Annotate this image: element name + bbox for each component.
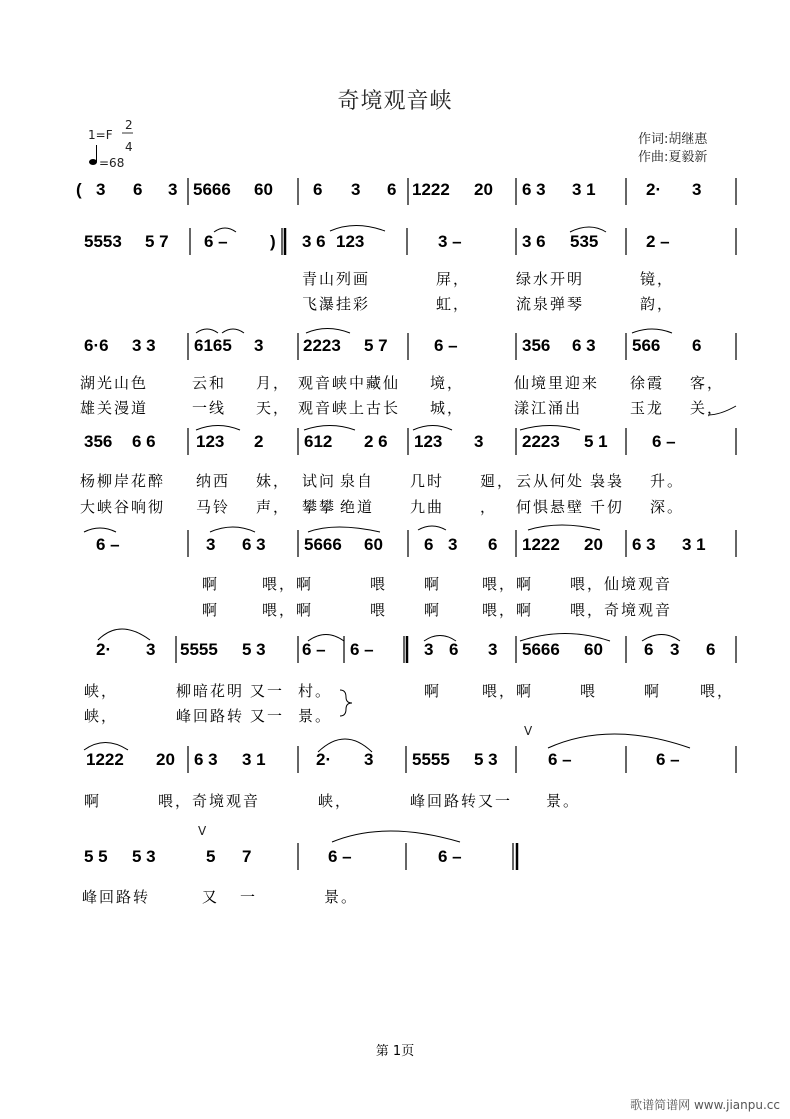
lyric: 玉龙 [630, 399, 665, 417]
note: 6 [706, 640, 716, 659]
lyric: 又一 [478, 792, 513, 810]
lyric: 古长 [366, 399, 401, 417]
note: 6 [133, 180, 143, 199]
note: 356 [84, 432, 113, 451]
lyric: 峰回路转 [82, 888, 151, 906]
note: 5 3 [474, 750, 498, 769]
lyric: 喂，啊 [482, 575, 534, 593]
note: 2 6 [364, 432, 388, 451]
note: 1222 [412, 180, 450, 199]
note: 6 3 [632, 535, 656, 554]
key-signature: 1=F [88, 128, 113, 142]
lyric: 喂， [700, 682, 735, 700]
note: 6 6 [132, 432, 156, 451]
note: 123 [414, 432, 443, 451]
lyricist-credit: 作词:胡继惠 [638, 132, 708, 147]
lyric: 云和 [192, 374, 227, 392]
lyric: 一线 [192, 399, 227, 417]
lyric: 绿水开明 [516, 270, 585, 288]
lyric: 喂 [370, 575, 388, 593]
lyric: 飞瀑挂彩 [302, 295, 371, 313]
lyric: 镜， [640, 270, 675, 288]
note: 60 [364, 535, 383, 554]
note: 60 [254, 180, 273, 199]
note: 3 [206, 535, 216, 554]
note: 3 – [438, 232, 462, 251]
note: 6 – [96, 535, 120, 554]
lyric: 喂，啊 [482, 601, 534, 619]
lyric: 喂，啊 [262, 575, 314, 593]
note: 6 3 [522, 180, 546, 199]
lyric: 韵， [640, 295, 675, 313]
lyric: 纳西 [196, 472, 231, 490]
note: 6 [387, 180, 397, 199]
note: 5 3 [242, 640, 266, 659]
note: 5 3 [132, 847, 156, 866]
lyric: 喂，奇境观音 [158, 792, 261, 810]
note: 123 [196, 432, 225, 451]
breath-mark: V [524, 724, 533, 738]
lyric: 喂，仙境观音 [570, 575, 673, 593]
note: 5 7 [145, 232, 169, 251]
note: 6·6 [84, 336, 109, 355]
lyric: 升。 [650, 472, 685, 490]
time-signature-top: 2 [125, 118, 133, 132]
note: 356 [522, 336, 551, 355]
note: 5 [206, 847, 216, 866]
note: 6 3 [242, 535, 266, 554]
lyric: 杨柳岸花醉 [80, 472, 166, 490]
note: 5666 [304, 535, 342, 554]
note: 6 3 [572, 336, 596, 355]
lyric: 村。 [298, 682, 333, 700]
note: 6 – [328, 847, 352, 866]
lyric: 雄关漫道 [80, 399, 149, 417]
lyric: 深。 [650, 498, 685, 516]
lyric: 境， [430, 374, 465, 392]
lyric: 流泉弹琴 [516, 295, 585, 313]
lyric: 大峡谷响彻 [80, 498, 166, 516]
note: 3 1 [682, 535, 706, 554]
lyric: 一 [240, 888, 258, 906]
lyric: 九曲 [410, 498, 445, 516]
lyric: 峡， [84, 682, 119, 700]
note: 6 – [350, 640, 374, 659]
note: 612 [304, 432, 333, 451]
note: 6165 [194, 336, 232, 355]
lyric: 袅袅 [590, 472, 625, 490]
composer-credit: 作曲:夏毅新 [638, 150, 708, 165]
note: 5 7 [364, 336, 388, 355]
note: 6 – [652, 432, 676, 451]
lyric: 关， [690, 399, 725, 417]
note: 2223 [522, 432, 560, 451]
lyric: 青山列画 [302, 270, 371, 288]
note: 20 [474, 180, 493, 199]
note: 123 [336, 232, 365, 251]
note: 3 [96, 180, 106, 199]
lyric: 仙境里迎来 [514, 374, 600, 392]
song-title: 奇境观音峡 [337, 89, 453, 114]
lyric: 峰回路转 [176, 707, 245, 725]
lyric: 几时 [410, 472, 445, 490]
note: 3 3 [132, 336, 156, 355]
note: 6 [313, 180, 323, 199]
note: 5555 [180, 640, 218, 659]
note: 2· [646, 180, 662, 199]
note: 6 [692, 336, 702, 355]
site-watermark[interactable]: 歌谱简谱网 www.jianpu.cc [630, 1098, 780, 1112]
note: 6 [644, 640, 654, 659]
lyric: ， [480, 498, 498, 516]
note: 3 [364, 750, 374, 769]
lyric: 观音峡中 [298, 374, 367, 392]
note: 7 [242, 847, 252, 866]
lyric: 泉自 [340, 472, 375, 490]
lyric: 廻， [480, 472, 515, 490]
note-open-paren: ( [76, 180, 82, 199]
note: 3 [168, 180, 178, 199]
lyric: 喂 [370, 601, 388, 619]
note: 566 [632, 336, 661, 355]
lyric: 喂，奇境观音 [570, 601, 673, 619]
note: 6 3 [194, 750, 218, 769]
note: 20 [584, 535, 603, 554]
lyric: 月， [256, 374, 291, 392]
note: 3 [146, 640, 156, 659]
lyric: 湖光山色 [80, 374, 149, 392]
note: 6 – [656, 750, 680, 769]
note: 5666 [193, 180, 231, 199]
note: 3 [448, 535, 458, 554]
lyric: 啊 [424, 601, 442, 619]
note: 5 1 [584, 432, 608, 451]
lyric: 千仞 [590, 498, 625, 516]
note: 3 1 [242, 750, 266, 769]
page-number: 第 1页 [375, 1044, 415, 1059]
lyric: 啊 [84, 792, 102, 810]
lyric: 柳暗花明 [176, 682, 245, 700]
lyric: 啊 [424, 682, 442, 700]
note: 3 6 [302, 232, 326, 251]
lyric: 虹， [436, 295, 471, 313]
note: 2 [254, 432, 264, 451]
lyric: 城， [430, 399, 465, 417]
note: 3 [692, 180, 702, 199]
note: 3 6 [522, 232, 546, 251]
note: 3 [670, 640, 680, 659]
note: 535 [570, 232, 599, 251]
note: 5666 [522, 640, 560, 659]
note: 6 [424, 535, 434, 554]
note: 2223 [303, 336, 341, 355]
note: 6 – [302, 640, 326, 659]
note: 3 1 [572, 180, 596, 199]
lyric: 妹， [256, 472, 291, 490]
lyric: 啊 [202, 601, 220, 619]
lyric: 何惧悬壁 [516, 498, 585, 516]
lyric: 啊 [644, 682, 662, 700]
quarter-note-icon [89, 145, 97, 165]
note: 3 [488, 640, 498, 659]
note: 2 – [646, 232, 670, 251]
note: 5 5 [84, 847, 108, 866]
lyric: 云从何处 [516, 472, 585, 490]
lyric: 峡， [318, 792, 353, 810]
note: 3 [424, 640, 434, 659]
lyric: 徐霞 [630, 374, 665, 392]
breath-mark: V [198, 824, 207, 838]
note: 6 – [438, 847, 462, 866]
lyric: 屏， [436, 270, 471, 288]
note: 20 [156, 750, 175, 769]
lyric: 观音峡上 [298, 399, 367, 417]
note: 3 [351, 180, 361, 199]
lyric: 天， [256, 399, 291, 417]
note: 60 [584, 640, 603, 659]
note: 1222 [522, 535, 560, 554]
note: 6 [488, 535, 498, 554]
lyric: 喂，啊 [482, 682, 534, 700]
lyric: 啊 [424, 575, 442, 593]
lyric: 景。 [298, 707, 333, 725]
lyric: 喂，啊 [262, 601, 314, 619]
note: 6 – [434, 336, 458, 355]
note: 3 [254, 336, 264, 355]
tempo-marking: =68 [99, 156, 125, 170]
note: 3 [474, 432, 484, 451]
lyric: 又一 [250, 682, 285, 700]
note: 5555 [412, 750, 450, 769]
lyric: 攀攀 [302, 498, 337, 516]
lyric: 客， [690, 374, 725, 392]
lyric: 又一 [250, 707, 285, 725]
note: 6 – [204, 232, 228, 251]
lyric: 绝道 [340, 498, 375, 516]
note: 2· [316, 750, 332, 769]
lyric: 景。 [324, 888, 359, 906]
time-signature-bottom: 4 [125, 140, 133, 154]
lyric: 景。 [546, 792, 581, 810]
note: 6 [449, 640, 459, 659]
lyric: 试问 [302, 472, 337, 490]
lyric: 啊 [202, 575, 220, 593]
lyric: 藏仙 [366, 374, 401, 392]
note: 2· [96, 640, 112, 659]
lyric: 峰回路转 [410, 792, 479, 810]
lyric: 峡， [84, 707, 119, 725]
note: 1222 [86, 750, 124, 769]
lyric: 又 [202, 888, 220, 906]
note-close-paren: ) [270, 232, 276, 251]
lyric: 漾江涌出 [514, 399, 583, 417]
lyric: 马铃 [196, 498, 231, 516]
note: 6 – [548, 750, 572, 769]
lyric: 声， [256, 498, 291, 516]
lyric: 喂 [580, 682, 598, 700]
note: 5553 [84, 232, 122, 251]
